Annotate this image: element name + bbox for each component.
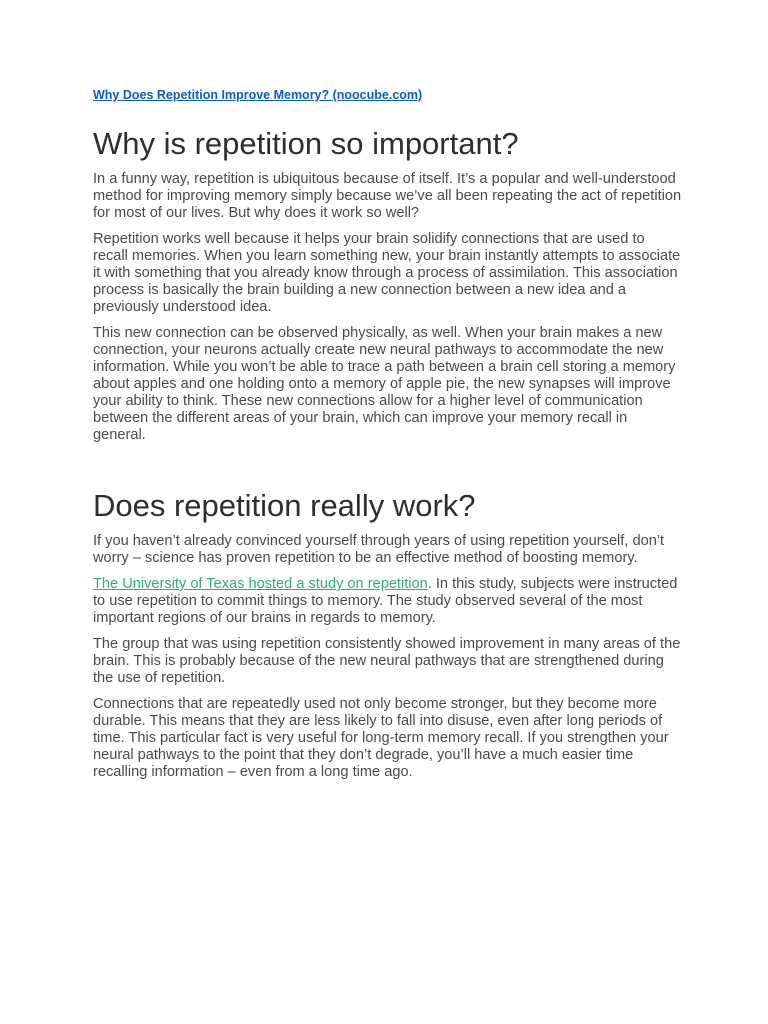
paragraph-text: . In this study, subjects were instructed to use repetition to commit things to memory. The study observed several of the most important regions of our brains in regards to memory. [93, 576, 678, 626]
university-study-link[interactable]: The University of Texas hosted a study on repetition [93, 576, 428, 592]
paragraph: The group that was using repetition consistently showed improvement in many areas of the brain. This is probably because of the new neural pathways that are strengthened during the use of repetition. [93, 636, 681, 686]
section-heading-why-important: Why is repetition so important? [93, 126, 519, 161]
paragraph: Repetition works well because it helps your brain solidify connections that are used to recall memories. When you learn something new, your brain instantly attempts to associate it with something that you already know through a process of assimilation. This association process is basically the brain building a new connection between a new idea and a previously understood idea. [93, 231, 681, 315]
paragraph: If you haven’t already convinced yourself through years of using repetition yourself, don’t worry – science has proven repetition to be an effective method of boosting memory. [93, 533, 665, 566]
section-heading-does-it-work: Does repetition really work? [93, 488, 476, 523]
paragraph: This new connection can be observed physically, as well. When your brain makes a new connection, your neurons actually create new neural pathways to accommodate the new information. While you won’t be able to trace a path between a brain cell storing a memory about apples and one holding onto a memory of apple pie, the new synapses will improve your ability to think. These new connections allow for a higher level of communication between the different areas of your brain, which can improve your memory recall in general. [93, 325, 676, 443]
paragraph: In a funny way, repetition is ubiquitous because of itself. It’s a popular and well-understood method for improving memory simply because we’ve all been repeating the act of repetition for most of our lives. But why does it work so well? [93, 171, 682, 221]
document-page [93, 88, 683, 790]
source-link[interactable]: Why Does Repetition Improve Memory? (noocube.com) [93, 88, 423, 102]
paragraph-with-link [93, 576, 683, 627]
paragraph: Connections that are repeatedly used not only become stronger, but they become more durable. This means that they are less likely to fall into disuse, even after long periods of time. This particular fact is very useful for long-term memory recall. If you strengthen your neural pathways to the point that they don’t degrade, you’ll have a much easier time recalling information – even from a long time ago. [93, 696, 669, 780]
